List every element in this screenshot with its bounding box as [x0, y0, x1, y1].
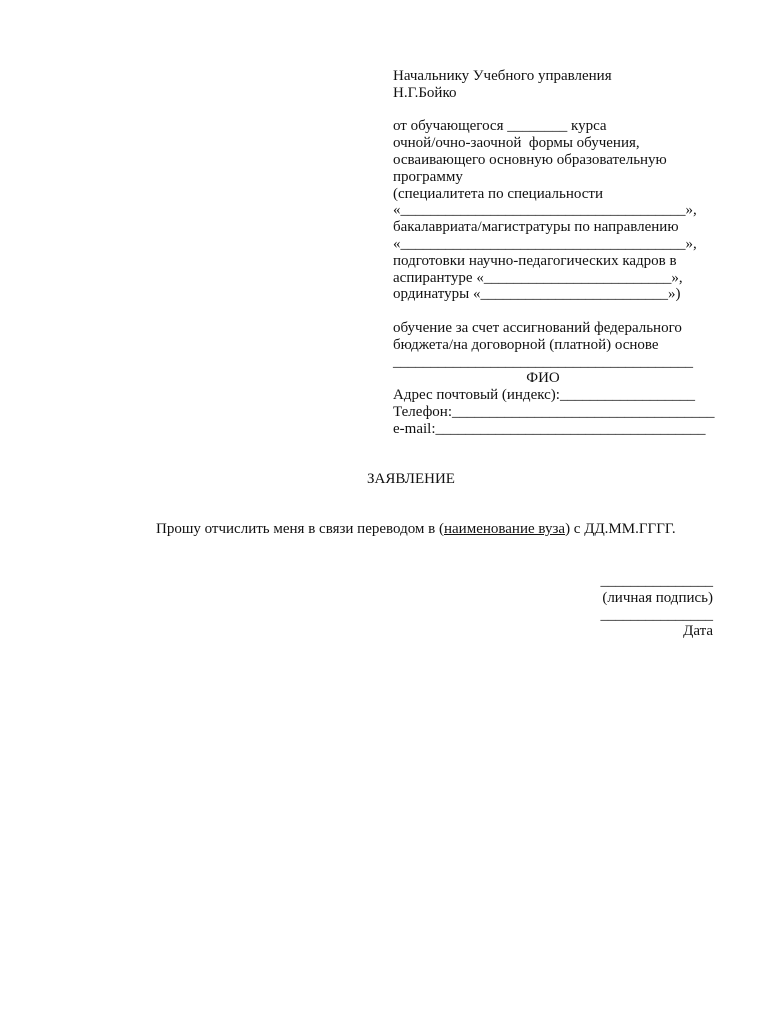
bachelor-line-2: «______________________________________», [393, 235, 697, 252]
signature-block [601, 573, 714, 640]
from-line: от обучающегося ________ курса [393, 118, 607, 135]
program-line-1: осваивающего основную образовательную [393, 151, 667, 168]
postgrad-line-1: подготовки научно-педагогических кадров в [393, 252, 677, 269]
postgrad-line-2: аспирантуре «_________________________», [393, 269, 683, 286]
spacer [393, 303, 723, 320]
document-title: ЗАЯВЛЕНИЕ [367, 471, 455, 487]
email-line: e-mail:____________________________________ [393, 420, 706, 437]
residency-line: ординатуры «_________________________») [393, 286, 681, 303]
specialty-line-1: (специалитета по специальности [393, 185, 603, 202]
signature-label: (личная подпись) [602, 589, 713, 606]
paren-open: ( [439, 521, 444, 537]
recipient-title: Начальнику Учебного управления [393, 68, 612, 84]
address-line: Адрес почтовый (индекс):__________________ [393, 387, 695, 404]
bachelor-line-1: бакалавриата/магистратуры по направлению [393, 219, 679, 236]
signature-blank: _______________ [600, 573, 713, 589]
study-form-line: очной/очно-заочной формы обучения, [393, 135, 640, 152]
program-line-2: программу [393, 168, 463, 185]
fio-label: ФИО [526, 370, 560, 387]
date-label: Дата [683, 623, 713, 640]
request-text-start: Прошу отчислить меня в связи переводом в [156, 521, 439, 537]
request-text [156, 521, 676, 538]
funding-line-2: бюджета/на договорной (платной) основе [393, 336, 659, 353]
phone-line: Телефон:___________________________________ [393, 403, 715, 420]
date-blank: _______________ [600, 606, 713, 623]
recipient-name: Н.Г.Бойко [393, 84, 457, 101]
university-placeholder: наименование вуза [444, 521, 566, 537]
addressee-block [393, 68, 723, 438]
specialty-line-2: «______________________________________», [393, 202, 697, 219]
fio-blank: ________________________________________ [393, 353, 693, 370]
spacer [393, 102, 723, 119]
request-text-end: ) с ДД.ММ.ГГГГ. [565, 521, 676, 537]
funding-line-1: обучение за счет ассигнований федерального [393, 319, 682, 336]
